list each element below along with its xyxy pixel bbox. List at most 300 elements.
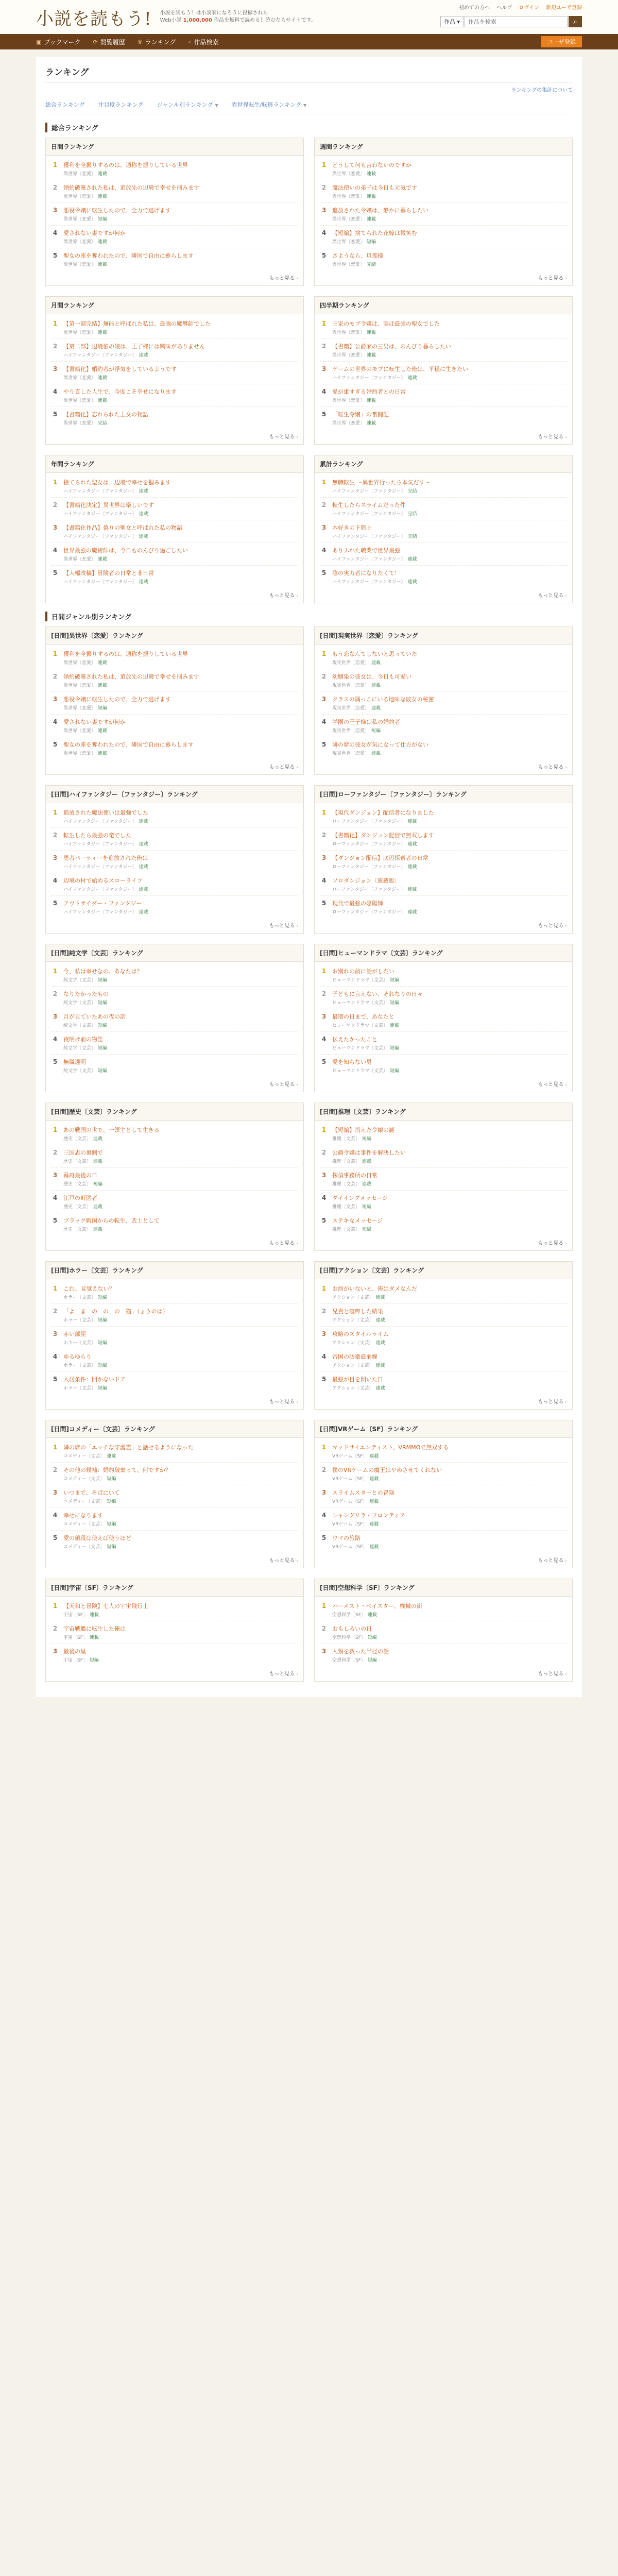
- novel-title-link[interactable]: 陰の実力者になりたくて！: [332, 570, 400, 577]
- tab-genre[interactable]: [157, 100, 218, 109]
- more-link[interactable]: [46, 1236, 303, 1250]
- history-icon: ⟳: [93, 38, 98, 45]
- ranking-list: [315, 1597, 572, 1667]
- novel-title-link[interactable]: 婚約破棄された私は、追放先の辺境で幸せを掴みます: [63, 673, 199, 680]
- novel-title-link[interactable]: お別れの前に話がしたい: [332, 968, 394, 975]
- rank-number: 5: [321, 1376, 327, 1383]
- novel-genre: 異世界〔恋愛〕: [63, 557, 96, 562]
- nav-history-label: 閲覧履歴: [100, 38, 125, 46]
- page-title: ランキング: [45, 65, 573, 82]
- ranking-card-title: [日間]異世界〔恋愛〕ランキング: [46, 627, 303, 645]
- novel-status-badge: 短編: [390, 1001, 400, 1006]
- rank-number: 1: [53, 1602, 58, 1609]
- novel-title-link[interactable]: 本好きの下剋上: [332, 524, 372, 531]
- ranking-item-body: [63, 1126, 298, 1142]
- novel-title-link[interactable]: もう恋なんてしないと思っていた: [332, 651, 417, 657]
- novel-title-link[interactable]: 追放された令嬢は、静かに暮らしたい: [332, 207, 428, 214]
- novel-status-badge: 短編: [93, 1182, 103, 1187]
- nav-ranking[interactable]: [138, 38, 176, 46]
- novel-title-link[interactable]: 悪役令嬢に転生したので、全力で逃げます: [63, 696, 171, 703]
- ranking-item-body: [63, 1602, 298, 1618]
- novel-meta: [63, 419, 298, 426]
- novel-meta: [332, 1044, 567, 1051]
- novel-status-badge: 連載: [407, 910, 417, 915]
- novel-title-link[interactable]: クラスの隅っこにいる地味な彼女の秘密: [332, 696, 434, 703]
- novel-title-link[interactable]: 隣の席の彼女が気になって仕方がない: [332, 741, 428, 748]
- ranking-item: [51, 1440, 298, 1463]
- novel-title-link[interactable]: 人類を救った半径の話: [332, 1648, 389, 1655]
- ranking-item: [320, 1508, 567, 1531]
- more-link[interactable]: [46, 272, 303, 285]
- ranking-item-body: [332, 1330, 567, 1346]
- ranking-item: [320, 1531, 567, 1553]
- novel-status-badge: 短編: [362, 1227, 372, 1232]
- header-link-beginner[interactable]: 初めての方へ: [458, 5, 490, 11]
- novel-title-link[interactable]: お前がいないと、俺はダメなんだ: [332, 1285, 417, 1292]
- rank-number: 1: [321, 161, 327, 168]
- more-link-label: もっと見る: [538, 276, 564, 281]
- tagline-web: Web小説: [160, 18, 182, 23]
- novel-meta: [332, 886, 567, 892]
- nav-history[interactable]: [93, 38, 125, 46]
- novel-title-link[interactable]: 【書籍化】忘れられた王女の物語: [63, 411, 148, 418]
- novel-title-link[interactable]: 転生したら最強の竜でした: [63, 832, 131, 839]
- ranking-item-body: [332, 501, 567, 517]
- rank-number: 1: [53, 650, 58, 657]
- rank-number: 4: [53, 388, 58, 395]
- more-link[interactable]: [315, 1078, 572, 1092]
- novel-meta: [63, 1656, 298, 1663]
- more-link[interactable]: [315, 430, 572, 444]
- novel-title-link[interactable]: その他の候補：婚約破棄って、何ですか？: [63, 1467, 171, 1473]
- novel-genre: アクション〔文芸〕: [332, 1318, 374, 1323]
- chevron-right-icon: ›: [296, 765, 298, 770]
- novel-status-badge: 連載: [375, 1295, 385, 1300]
- rank-number: 2: [321, 990, 327, 997]
- novel-title-link[interactable]: 獲利を全振りするのは、通称を振りしている世界: [63, 162, 188, 168]
- more-link[interactable]: [315, 589, 572, 603]
- novel-genre: ヒューマンドラマ〔文芸〕: [332, 1001, 388, 1006]
- ranking-item-body: [63, 1036, 298, 1051]
- more-link[interactable]: [46, 430, 303, 444]
- ranking-item-body: [63, 854, 298, 870]
- novel-title-link[interactable]: 【書籍化】ダンジョン配信で無双します: [332, 832, 434, 839]
- novel-title-link[interactable]: 入居条件：開かないドア: [63, 1376, 126, 1383]
- ranking-item-body: [63, 388, 298, 403]
- novel-status-badge: 連載: [367, 194, 376, 199]
- ranking-item-body: [63, 229, 298, 245]
- novel-meta: [332, 1067, 567, 1074]
- novel-meta: [63, 1180, 298, 1187]
- novel-meta: [63, 1634, 298, 1640]
- novel-title-link[interactable]: ありふれた職業で世界最強: [332, 547, 400, 554]
- ranking-item-body: [332, 1194, 567, 1210]
- novel-title-link[interactable]: 僕のVRゲームの魔王はやめさせてくれない: [332, 1467, 442, 1473]
- header-link-help[interactable]: ヘルプ: [496, 5, 512, 11]
- novel-title-link[interactable]: 聖女の座を奪われたので、隣国で自由に暮らします: [63, 252, 194, 259]
- novel-genre: ローファンタジー〔ファンタジー〕: [332, 865, 406, 870]
- novel-title-link[interactable]: 伝えたかったこと: [332, 1036, 377, 1043]
- novel-title-link[interactable]: ブラック戦国からの転生、武士として: [63, 1217, 160, 1224]
- header-link-register[interactable]: 新規ユーザ登録: [546, 5, 582, 11]
- novel-meta: [332, 533, 567, 539]
- novel-title-link[interactable]: 【書籍化】婚約者が浮気をしているようです: [63, 366, 177, 372]
- novel-title-link[interactable]: ゆるゆらり: [63, 1353, 92, 1360]
- ranking-sections: [45, 123, 573, 1682]
- novel-title-link[interactable]: ハーメスト・ベイスター、機械の街: [332, 1603, 422, 1609]
- novel-title-link[interactable]: アウトサイダー・ファンタジー: [63, 900, 142, 907]
- ranking-item-body: [63, 650, 298, 666]
- novel-title-link[interactable]: 【短編】捨てられた花嫁は微笑む: [332, 230, 417, 236]
- novel-title-link[interactable]: 「転生令嬢」の奮闘記: [332, 411, 389, 418]
- novel-title-link[interactable]: 探偵事務所の日常: [332, 1172, 377, 1179]
- about-ranking-link[interactable]: ランキングの集計について: [511, 88, 573, 93]
- novel-genre: ハイファンタジー〔ファンタジー〕: [332, 376, 406, 381]
- ranking-item: [320, 1644, 567, 1666]
- novel-title-link[interactable]: ウマの旅路: [332, 1535, 360, 1541]
- novel-status-badge: 連載: [139, 842, 148, 847]
- novel-meta: [63, 818, 298, 824]
- bookmark-icon: ▣: [36, 38, 42, 45]
- novel-genre: ヒューマンドラマ〔文芸〕: [332, 978, 388, 983]
- ranking-item: [320, 1485, 567, 1508]
- novel-title-link[interactable]: あの戦国の世で、一領主として生きる: [63, 1127, 160, 1133]
- novel-status-badge: 連載: [369, 1522, 379, 1527]
- novel-title-link[interactable]: 【書籍】公爵家の三男は、のんびり暮らしたい: [332, 343, 451, 350]
- ranking-list: [315, 1438, 572, 1554]
- novel-title-link[interactable]: 最強が目を開いた日: [332, 1376, 383, 1383]
- ranking-card: [45, 296, 304, 445]
- novel-status-badge: 連載: [89, 1613, 99, 1618]
- novel-title-link[interactable]: 【第二部】辺境伯の娘は、王子様には興味がありません: [63, 343, 205, 350]
- ranking-item-body: [63, 547, 298, 562]
- novel-title-link[interactable]: 無職透明: [63, 1059, 86, 1065]
- ranking-list: [46, 156, 303, 272]
- search-button[interactable]: [569, 16, 582, 27]
- novel-title-link[interactable]: 子どもに言えない、それなりの日々: [332, 991, 423, 997]
- novel-genre: 異世界〔恋愛〕: [63, 330, 96, 335]
- novel-title-link[interactable]: ダイイングメッセージ: [332, 1195, 388, 1201]
- novel-title-link[interactable]: 月が見ていたあの夜の話: [63, 1013, 126, 1020]
- novel-meta: [332, 840, 567, 847]
- novel-genre: コメディー〔文芸〕: [63, 1454, 105, 1459]
- novel-meta: [332, 1475, 567, 1482]
- novel-status-badge: 完結: [407, 512, 417, 517]
- novel-genre: ローファンタジー〔ファンタジー〕: [332, 819, 406, 824]
- novel-title-link[interactable]: おもしろいの日: [332, 1625, 372, 1632]
- novel-meta: [332, 1543, 567, 1550]
- novel-meta: [332, 1339, 567, 1346]
- novel-meta: [63, 1362, 298, 1368]
- novel-meta: [332, 215, 567, 222]
- ranking-item-body: [332, 207, 567, 222]
- novel-title-link[interactable]: 江戸の町医者: [63, 1195, 97, 1201]
- novel-genre: 宇宙〔SF〕: [63, 1635, 88, 1640]
- novel-status-badge: 短編: [371, 728, 381, 734]
- novel-title-link[interactable]: 「よ ま の の の 猫」（ょうのは）: [63, 1308, 168, 1315]
- more-link[interactable]: [46, 1667, 303, 1681]
- novel-title-link[interactable]: 【短編】消えた令嬢の謎: [332, 1127, 394, 1133]
- novel-title-link[interactable]: 愛されない妻ですが何か: [63, 719, 126, 725]
- nav-bookmark[interactable]: [36, 38, 81, 46]
- novel-genre: 歴史〔文芸〕: [63, 1159, 92, 1164]
- novel-meta: [332, 1520, 567, 1527]
- ranking-item: [51, 1145, 298, 1168]
- ranking-item-body: [63, 1353, 298, 1368]
- novel-title-link[interactable]: やり直した人生で、今度こそ幸せになります: [63, 388, 177, 395]
- chevron-right-icon: ›: [565, 1082, 567, 1088]
- more-link[interactable]: [315, 1395, 572, 1409]
- rank-number: 4: [321, 877, 327, 884]
- novel-title-link[interactable]: 【書籍化作品】偽りの聖女と呼ばれた私の物語: [63, 524, 182, 531]
- ranking-card: [314, 944, 573, 1092]
- tab-genre-label: ジャンル別ランキング: [157, 101, 213, 108]
- novel-meta: [63, 727, 298, 734]
- novel-title-link[interactable]: 幕府最後の日: [63, 1172, 97, 1179]
- novel-title-link[interactable]: 愛の値段は使えば使うほど: [63, 1535, 131, 1541]
- novel-title-link[interactable]: マッドサイエンティスト、VRMMOで無双する: [332, 1444, 449, 1451]
- novel-title-link[interactable]: 攻略のスタイルライム: [332, 1331, 389, 1337]
- novel-title-link[interactable]: 今、私は幸せなの。あなたは？: [63, 968, 143, 975]
- search-type-select[interactable]: 作品 ▾: [440, 16, 464, 27]
- novel-meta: [332, 1158, 567, 1164]
- ranking-item-body: [63, 1194, 298, 1210]
- novel-title-link[interactable]: 【大幅改稿】冒険者の日常と非日常: [63, 570, 154, 577]
- novel-genre: 異世界〔恋愛〕: [332, 398, 365, 403]
- rank-number: 1: [321, 1126, 327, 1133]
- novel-meta: [332, 1384, 567, 1391]
- novel-title-link[interactable]: ソロダンジョン〔連載版〕: [332, 877, 400, 884]
- ranking-item: [320, 248, 567, 270]
- rank-number: 3: [321, 1648, 327, 1655]
- novel-title-link[interactable]: 聖女の座を奪われたので、隣国で自由に暮らします: [63, 741, 194, 748]
- rank-number: 3: [321, 1489, 327, 1496]
- more-link[interactable]: [46, 589, 303, 603]
- novel-meta: [332, 908, 567, 915]
- novel-title-link[interactable]: いつまで、そばにいて: [63, 1489, 120, 1496]
- rank-number: 3: [53, 365, 58, 372]
- novel-title-link[interactable]: 愛が重すぎる婚約者との日常: [332, 388, 406, 395]
- novel-genre: 推理〔文芸〕: [332, 1182, 360, 1187]
- novel-title-link[interactable]: スライムスターとの冒険: [332, 1489, 394, 1496]
- more-link[interactable]: [46, 1395, 303, 1409]
- novel-title-link[interactable]: 夜明け前の物語: [63, 1036, 103, 1043]
- ranking-item-body: [332, 1217, 567, 1232]
- novel-title-link[interactable]: 学園の王子様は私の婚約者: [332, 719, 400, 725]
- novel-title-link[interactable]: 【ダンジョン配信】底辺探索者の日常: [332, 855, 428, 861]
- novel-title-link[interactable]: 王家のモブ令嬢は、実は最強の聖女でした: [332, 320, 440, 327]
- ranking-item-body: [332, 479, 567, 494]
- novel-meta: [332, 510, 567, 517]
- novel-status-badge: 連載: [93, 1205, 103, 1210]
- novel-title-link[interactable]: 愛されない妻ですが何か: [63, 230, 126, 236]
- rank-number: 5: [53, 900, 58, 907]
- rank-number: 3: [321, 854, 327, 861]
- novel-status-badge: 連載: [139, 887, 148, 892]
- ranking-card-title: [日間]アクション〔文芸〕ランキング: [315, 1262, 572, 1279]
- novel-genre: ハイファンタジー〔ファンタジー〕: [63, 534, 137, 539]
- more-link[interactable]: [46, 1078, 303, 1092]
- more-link-label: もっと見る: [538, 1082, 564, 1088]
- novel-title-link[interactable]: さようなら、旦那様: [332, 252, 383, 259]
- tab-isekai[interactable]: [232, 100, 307, 109]
- novel-title-link[interactable]: 【第一部完結】無能と呼ばれた私は、最強の魔導師でした: [63, 320, 211, 327]
- novel-genre: 異世界〔恋愛〕: [332, 217, 365, 222]
- tab-overall[interactable]: [45, 100, 85, 109]
- more-link[interactable]: [315, 1236, 572, 1250]
- site-logo[interactable]: 小説を読もう!: [36, 8, 152, 29]
- rank-number: 5: [53, 1058, 58, 1065]
- ranking-item: [320, 1055, 567, 1077]
- novel-title-link[interactable]: 悪役令嬢に転生したので、全力で逃げます: [63, 207, 171, 214]
- ranking-card: [45, 944, 304, 1092]
- nav-search[interactable]: [188, 38, 218, 46]
- novel-title-link[interactable]: 世界最強の魔術師は、今日ものんびり過ごしたい: [63, 547, 188, 554]
- novel-title-link[interactable]: 婚約破棄された私は、追放先の辺境で幸せを掴みます: [63, 184, 199, 191]
- ranking-item: [51, 896, 298, 918]
- novel-title-link[interactable]: 転生したらスライムだった件: [332, 502, 406, 509]
- novel-title-link[interactable]: 【書籍化決定】異世界は楽しいです: [63, 502, 154, 509]
- ranking-grid: [45, 138, 573, 603]
- more-link[interactable]: [46, 760, 303, 774]
- search-bar: [440, 16, 582, 27]
- novel-title-link[interactable]: 追放された魔法使いは最強でした: [63, 809, 148, 816]
- novel-title-link[interactable]: 最期の日まで、あなたと: [332, 1013, 394, 1020]
- novel-title-link[interactable]: 宇宙戦艦に転生した俺は: [63, 1625, 126, 1632]
- more-link[interactable]: [315, 1554, 572, 1568]
- novel-status-badge: 短編: [98, 1295, 108, 1300]
- search-type-value: 作品: [443, 19, 455, 25]
- ranking-item-body: [332, 1308, 567, 1323]
- ranking-item: [320, 964, 567, 987]
- chevron-right-icon: ›: [565, 594, 567, 599]
- novel-title-link[interactable]: 捨てられた聖女は、辺境で幸せを掴みます: [63, 479, 171, 486]
- ranking-card-title: 月間ランキング: [46, 297, 303, 314]
- novel-status-badge: 連載: [139, 580, 148, 585]
- more-link[interactable]: [315, 272, 572, 285]
- novel-genre: 異世界〔恋愛〕: [332, 194, 365, 199]
- novel-genre: アクション〔文芸〕: [332, 1386, 374, 1391]
- more-link-label: もっと見る: [538, 593, 564, 599]
- ranking-item: [320, 737, 567, 759]
- novel-title-link[interactable]: ステキなメッセージ: [332, 1217, 383, 1224]
- search-input[interactable]: [465, 16, 568, 27]
- novel-title-link[interactable]: ゲームの世界のモブに転生した俺は、平穏に生きたい: [332, 366, 468, 372]
- novel-title-link[interactable]: 【現代ダンジョン】配信者になりました: [332, 809, 434, 816]
- more-link[interactable]: [315, 760, 572, 774]
- novel-genre: 異世界〔恋愛〕: [63, 706, 96, 711]
- novel-title-link[interactable]: 愛を知らない男: [332, 1059, 372, 1065]
- more-link[interactable]: [46, 1554, 303, 1568]
- rank-number: 2: [53, 1149, 58, 1156]
- novel-genre: VRゲーム〔SF〕: [332, 1477, 368, 1482]
- novel-title-link[interactable]: 獲利を全振りするのは、通称を振りしている世界: [63, 651, 188, 657]
- ranking-item-body: [332, 388, 567, 403]
- ranking-list: [315, 962, 572, 1078]
- novel-genre: 歴史〔文芸〕: [63, 1205, 92, 1210]
- novel-status-badge: 短編: [98, 1046, 108, 1051]
- rank-number: 2: [321, 1466, 327, 1473]
- ranking-list: [46, 314, 303, 430]
- header-link-login[interactable]: ログイン: [519, 5, 539, 11]
- novel-title-link[interactable]: 公爵令嬢は事件を解決したい: [332, 1149, 406, 1156]
- more-link[interactable]: [315, 1667, 572, 1681]
- novel-title-link[interactable]: 隣の席の「エッチな守護霊」と話せるようになった: [63, 1444, 194, 1451]
- rank-number: 4: [321, 1194, 327, 1201]
- more-link[interactable]: [315, 919, 572, 933]
- novel-title-link[interactable]: 三国志の裏側で: [63, 1149, 103, 1156]
- ranking-item-body: [332, 1126, 567, 1142]
- ranking-item: [51, 715, 298, 737]
- novel-title-link[interactable]: 辺境の村で始めるスローライフ: [63, 877, 143, 884]
- novel-status-badge: 連載: [371, 751, 381, 756]
- novel-title-link[interactable]: 幸せになります: [63, 1512, 103, 1519]
- novel-genre: ヒューマンドラマ〔文芸〕: [332, 1046, 388, 1051]
- novel-title-link[interactable]: どうして何も言わないのですか: [332, 162, 411, 168]
- ranking-tabs: [45, 100, 573, 114]
- user-register-button[interactable]: ユーザ登録: [541, 36, 582, 47]
- novel-genre: 異世界〔恋愛〕: [63, 421, 96, 426]
- novel-genre: ヒューマンドラマ〔文芸〕: [332, 1023, 388, 1028]
- ranking-card: [314, 626, 573, 775]
- novel-title-link[interactable]: 【天和と冒険】七人の宇宙飛行士: [63, 1603, 148, 1609]
- ranking-item: [320, 1213, 567, 1235]
- rank-number: 3: [53, 696, 58, 703]
- novel-title-link[interactable]: これ、見覚えない？: [63, 1285, 115, 1292]
- ranking-container: [36, 57, 582, 1697]
- novel-title-link[interactable]: 幼馴染の彼女は、今日も可愛い: [332, 673, 411, 680]
- novel-genre: 異世界〔恋愛〕: [332, 262, 365, 267]
- chevron-right-icon: ›: [296, 1082, 298, 1088]
- ranking-item: [51, 851, 298, 873]
- novel-genre: 現実世界〔恋愛〕: [332, 683, 370, 688]
- tab-attention[interactable]: [98, 100, 144, 109]
- novel-title-link[interactable]: 帝国の防衛最前線: [332, 1353, 377, 1360]
- novel-genre: 空想科学〔SF〕: [332, 1658, 366, 1663]
- chevron-right-icon: ›: [296, 1558, 298, 1564]
- novel-title-link[interactable]: 勇者パーティーを追放された俺は: [63, 855, 148, 861]
- novel-status-badge: 連載: [367, 172, 376, 177]
- novel-title-link[interactable]: 最後の星: [63, 1648, 86, 1655]
- novel-title-link[interactable]: なりたかったもの: [63, 991, 109, 997]
- novel-title-link[interactable]: 魔法使いの弟子は今日も元気です: [332, 184, 417, 191]
- ranking-item: [51, 1168, 298, 1191]
- novel-status-badge: 短編: [98, 1363, 108, 1368]
- novel-title-link[interactable]: 現代で最強の陰陽師: [332, 900, 383, 907]
- ranking-list: [315, 645, 572, 760]
- ranking-card-title: [日間]ホラー〔文芸〕ランキング: [46, 1262, 303, 1279]
- more-link-label: もっと見る: [538, 434, 564, 440]
- rank-number: 5: [53, 569, 58, 577]
- ranking-item-body: [332, 900, 567, 915]
- ranking-item: [51, 1304, 298, 1327]
- novel-meta: [63, 1452, 298, 1459]
- rank-number: 4: [53, 547, 58, 554]
- ranking-item-body: [63, 161, 298, 177]
- ranking-item-body: [63, 673, 298, 688]
- novel-status-badge: 連載: [98, 751, 108, 756]
- novel-title-link[interactable]: シャングリラ・フロンティア: [332, 1512, 405, 1519]
- rank-number: 2: [321, 1149, 327, 1156]
- novel-title-link[interactable]: 兄貴と喧嘩した結果: [332, 1308, 383, 1315]
- rank-number: 3: [53, 207, 58, 214]
- ranking-item-body: [63, 1466, 298, 1482]
- novel-title-link[interactable]: 無職転生 〜異世界行ったら本気だす〜: [332, 479, 431, 486]
- ranking-item-body: [332, 547, 567, 562]
- novel-genre: 推理〔文芸〕: [332, 1227, 360, 1232]
- novel-title-link[interactable]: 赤い部屋: [63, 1331, 86, 1337]
- more-link[interactable]: [46, 919, 303, 933]
